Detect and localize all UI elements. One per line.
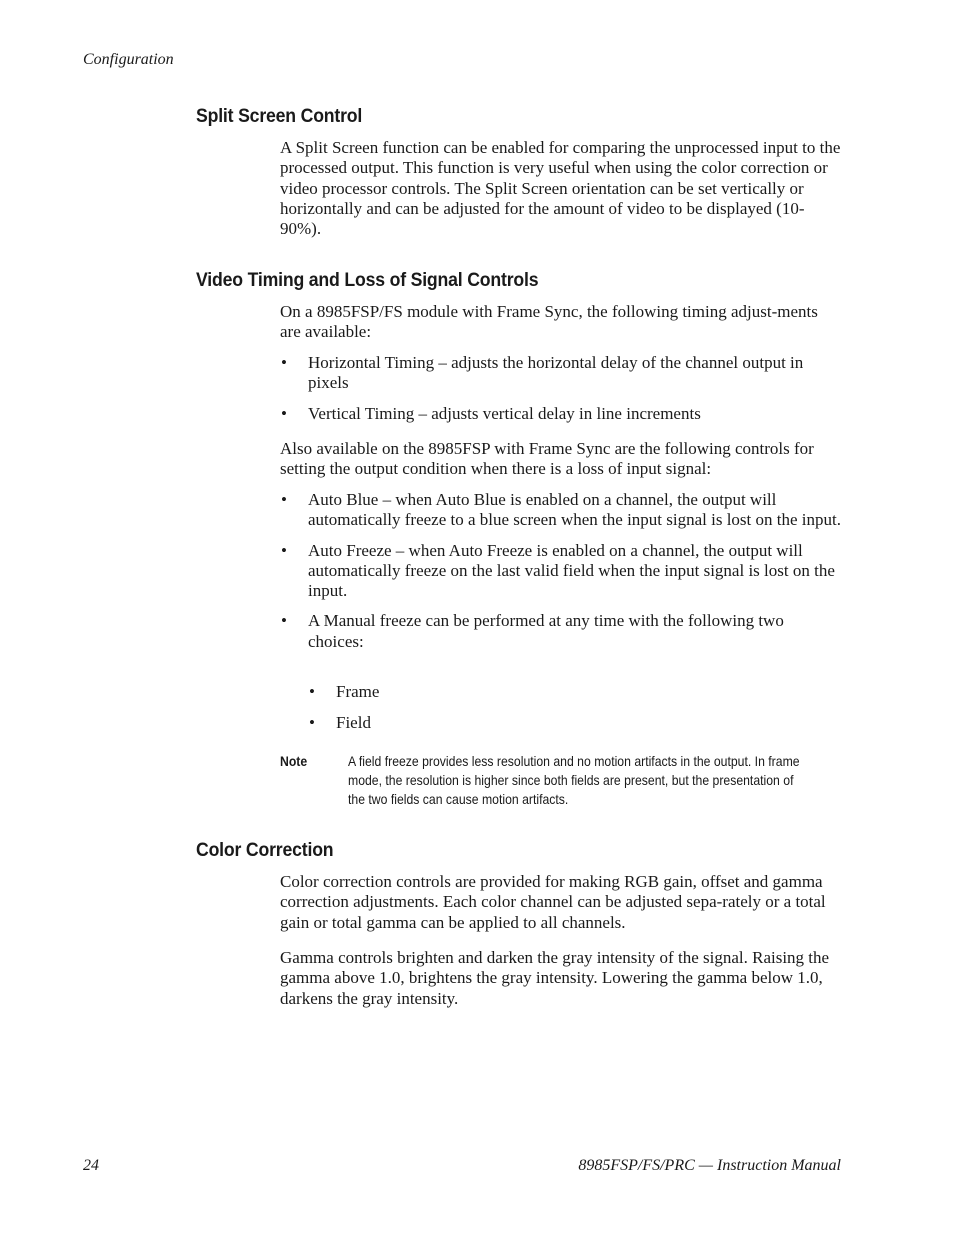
page-number: 24 [83,1157,99,1174]
note-text: A field freeze provides less resolution and no motion artifacts in the output. In frame mode, the resolution is higher since both fields are present, but the presentation of the two fields can cause motion artifacts. [348,754,800,807]
bullet-icon: • [281,611,287,631]
loss-of-signal-intro-paragraph: Also available on the 8985FSP with Frame Sync are the following controls for setting the output condition when there is a loss of input signal: [280,439,814,479]
list-item [280,490,842,531]
bullet-icon: • [281,403,287,423]
manual-title: 8985FSP/FS/PRC — Instruction Manual [578,1157,841,1174]
freeze-choices-list [308,682,608,743]
bullet-icon: • [281,490,287,509]
section-heading-video-timing: Video Timing and Loss of Signal Controls [196,270,539,291]
section-heading-color-correction: Color Correction [196,840,334,861]
bullet-icon: • [309,712,315,732]
list-item [280,541,842,602]
bullet-icon: • [281,540,287,560]
split-screen-paragraph: A Split Screen function can be enabled for comparing the unprocessed input to the processed output. This function is very useful when using the color correction or video processor controls. The Split Screen orientation can be set vertically or horizontally and can be adjusted for the amount of video to be displayed (10-90%). [280,138,841,239]
loss-of-signal-list [280,490,842,662]
list-item [280,353,842,394]
bullet-icon: • [281,353,287,372]
list-item-text: Horizontal Timing – adjusts the horizontal delay of the channel output in pixels [308,353,804,393]
note-label: Note [280,754,308,769]
list-item [280,404,842,424]
list-item [280,611,842,652]
video-timing-intro-paragraph: On a 8985FSP/FS module with Frame Sync, the following timing adjust-ments are available: [280,302,818,342]
bullet-icon: • [309,682,315,701]
color-correction-paragraph: Color correction controls are provided for making RGB gain, offset and gamma correction adjustments. Each color channel can be adjusted sepa-rately or a total gain or total gamma can be applied to all channels. [280,872,826,932]
list-item-text: Field [336,712,371,732]
gamma-paragraph: Gamma controls brighten and darken the gray intensity of the signal. Raising the gamma above 1.0, brightens the gray intensity. Lowering the gamma below 1.0, darkens the gray intensity. [280,948,830,1008]
list-item-text: A Manual freeze can be performed at any time with the following two choices: [308,611,784,651]
list-item-text: Frame [336,682,380,701]
section-heading-split-screen: Split Screen Control [196,106,363,127]
list-item-text: Auto Blue – when Auto Blue is enabled on a channel, the output will automatically freeze to a blue screen when the input signal is lost on the input. [308,490,841,530]
running-head: Configuration [83,51,174,68]
list-item-text: Auto Freeze – when Auto Freeze is enabled on a channel, the output will automatically freeze on the last valid field when the input signal is lost on the input. [308,540,835,601]
timing-list [280,353,842,434]
list-item [308,682,608,702]
list-item-text: Vertical Timing – adjusts vertical delay in line increments [308,403,701,423]
list-item [308,713,608,733]
